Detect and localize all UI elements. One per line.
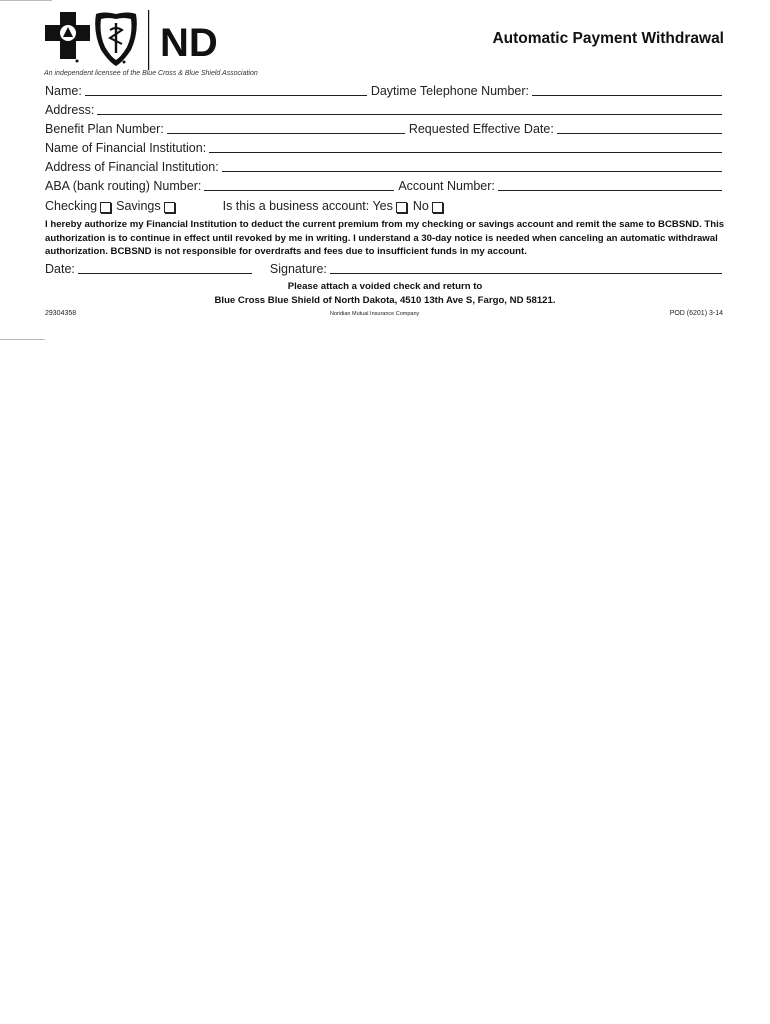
phone-field[interactable] xyxy=(532,94,722,96)
form-title: Automatic Payment Withdrawal xyxy=(492,30,724,47)
effective-date-field[interactable] xyxy=(557,132,722,134)
logo-text: ND xyxy=(160,21,218,65)
checking-label: Checking xyxy=(45,199,98,213)
row-fin-name xyxy=(45,141,722,155)
form-number: 29304358 xyxy=(45,310,77,317)
crop-mark-top xyxy=(0,0,52,1)
cross-icon xyxy=(45,12,90,63)
phone-label: Daytime Telephone Number: xyxy=(370,84,530,98)
name-label: Name: xyxy=(45,84,82,98)
form-code: POD (6201) 3-14 xyxy=(669,310,723,317)
logo-graphic xyxy=(44,10,234,70)
company-name: Noridian Mutual Insurance Company xyxy=(330,311,420,317)
account-field[interactable] xyxy=(498,189,722,191)
row-fin-address xyxy=(45,160,722,174)
savings-checkbox[interactable] xyxy=(164,202,175,213)
row-plan-date xyxy=(45,122,722,136)
bcbsnd-logo xyxy=(44,10,234,74)
address-label: Address: xyxy=(45,103,95,117)
authorization-text: I hereby authorize my Financial Institution to deduct the current premium from my checking or savings account and remit the same to BCBSND. This authorization is to continue in effect until revoked by me in writing. I understand a 30-day notice is needed when canceling an automatic withdrawal authorization. BCBSND is not responsible for overdrafts and fees due to insufficient funds in my account. xyxy=(45,219,725,258)
row-account-type xyxy=(45,199,722,213)
licensee-note: An independent licensee of the Blue Cross & Blue Shield Association xyxy=(44,70,258,77)
row-name-phone xyxy=(45,84,722,98)
business-no-checkbox[interactable] xyxy=(432,202,443,213)
plan-label: Benefit Plan Number: xyxy=(45,122,164,136)
aba-field[interactable] xyxy=(204,189,394,191)
plan-field[interactable] xyxy=(167,132,405,134)
fin-name-field[interactable] xyxy=(209,151,722,153)
business-label: Is this a business account: Yes xyxy=(222,199,393,213)
fin-name-label: Name of Financial Institution: xyxy=(45,141,207,155)
effective-date-label: Requested Effective Date: xyxy=(408,122,554,136)
no-label: No xyxy=(412,199,429,213)
account-label: Account Number: xyxy=(398,179,495,193)
row-address xyxy=(45,103,722,117)
checking-checkbox[interactable] xyxy=(100,202,111,213)
aba-label: ABA (bank routing) Number: xyxy=(45,179,202,193)
date-label: Date: xyxy=(45,262,75,276)
address-field[interactable] xyxy=(97,113,722,115)
date-field[interactable] xyxy=(78,272,252,274)
signature-label: Signature: xyxy=(269,262,327,276)
return-address: Blue Cross Blue Shield of North Dakota, 4510 13th Ave S, Fargo, ND 58121. xyxy=(214,295,556,306)
shield-icon xyxy=(95,13,137,67)
attach-instructions: Please attach a voided check and return to xyxy=(287,281,483,292)
row-aba-account xyxy=(45,179,722,193)
savings-label: Savings xyxy=(116,199,161,213)
signature-field[interactable] xyxy=(330,272,722,274)
business-yes-checkbox[interactable] xyxy=(396,202,407,213)
row-date-signature xyxy=(45,262,722,276)
name-field[interactable] xyxy=(85,94,367,96)
fin-address-field[interactable] xyxy=(222,170,722,172)
crop-mark-bottom xyxy=(0,339,45,340)
fin-address-label: Address of Financial Institution: xyxy=(45,160,219,174)
logo-divider xyxy=(148,10,149,70)
